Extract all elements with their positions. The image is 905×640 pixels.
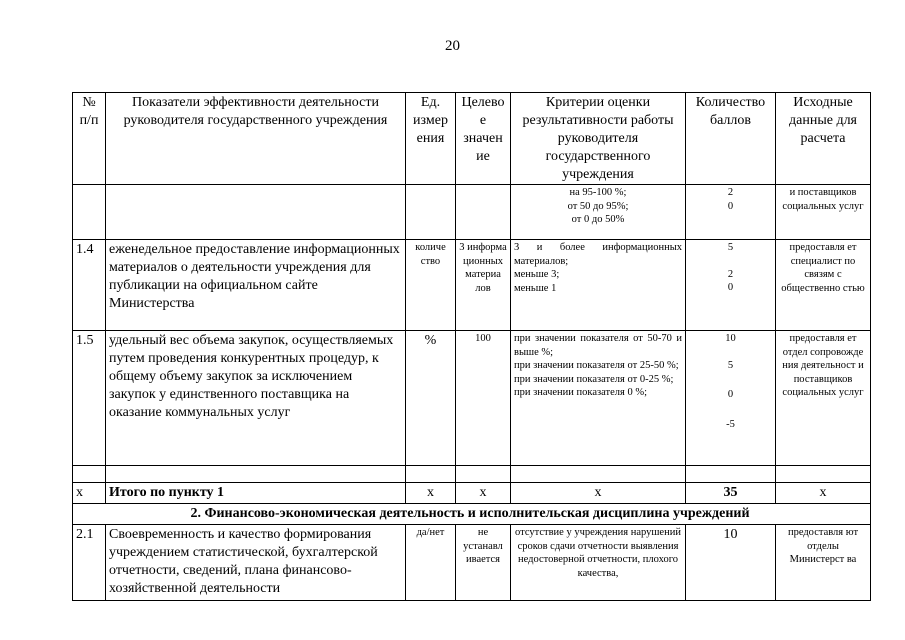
source-cell: предоставля ет специалист по связям с общественно стью <box>776 240 871 331</box>
points-cell: 10 5 0 -5 <box>686 331 776 466</box>
header-source: Исходные данные для расчета <box>776 93 871 185</box>
row-number: 1.5 <box>73 331 106 466</box>
section-2-header-row <box>73 504 871 525</box>
row-number: 2.1 <box>73 525 106 601</box>
page-number: 20 <box>445 38 460 54</box>
unit-cell: количе ство <box>406 240 456 331</box>
total-source: x <box>776 483 871 504</box>
criteria-cell: отсутствие у учреждения нарушений сроков сдачи отчетности выявления недостоверной отчетности, плохого качества, <box>511 525 686 601</box>
total-label: Итого по пункту 1 <box>106 483 406 504</box>
total-points: 35 <box>686 483 776 504</box>
table-row-empty <box>73 466 871 483</box>
points-cell: 10 <box>686 525 776 601</box>
table-row-1-4 <box>73 240 871 331</box>
source-cell: предоставля ет отдел сопровожде ния деятельност и поставщиков социальных услуг <box>776 331 871 466</box>
target-cell: 3 информа ционных материа лов <box>456 240 511 331</box>
table-header-row <box>73 93 871 185</box>
total-unit: x <box>406 483 456 504</box>
section-title: 2. Финансово-экономическая деятельность и исполнительская дисциплина учреждений <box>73 504 871 525</box>
header-unit: Ед. измер ения <box>406 93 456 185</box>
total-criteria: x <box>511 483 686 504</box>
header-target: Целево е значен ие <box>456 93 511 185</box>
criteria-cell: при значении показателя от 50-70 и выше %; при значении показателя от 25-50 %; при значении показателя от 0-25 %; при значении показателя 0 %; <box>511 331 686 466</box>
total-no: x <box>73 483 106 504</box>
header-points: Количество баллов <box>686 93 776 185</box>
table-row-2-1 <box>73 525 871 601</box>
points-cell: 5 2 0 <box>686 240 776 331</box>
criteria-cell: 3 и более информационных материалов; меньше 3; меньше 1 <box>511 240 686 331</box>
total-target: x <box>456 483 511 504</box>
source-cell: и поставщиков социальных услуг <box>776 185 871 240</box>
criteria-cell: на 95-100 %; от 50 до 95%; от 0 до 50% <box>511 185 686 240</box>
unit-cell: да/нет <box>406 525 456 601</box>
row-number: 1.4 <box>73 240 106 331</box>
unit-cell: % <box>406 331 456 466</box>
points-cell: 2 0 <box>686 185 776 240</box>
indicator-cell: Своевременность и качество формирования учреждением статистической, бухгалтерской отчетности, сведений, плана финансово-хозяйственной деятельности <box>106 525 406 601</box>
table-row-1-5 <box>73 331 871 466</box>
indicators-table <box>72 92 871 601</box>
indicator-cell: еженедельное предоставление информационных материалов о деятельности учреждения для публикации на официальном сайте Министерства <box>106 240 406 331</box>
table-row-continuation <box>73 185 871 240</box>
header-criteria: Критерии оценки результативности работы руководителя государственного учреждения <box>511 93 686 185</box>
table-row-total <box>73 483 871 504</box>
header-indicator: Показатели эффективности деятельности руководителя государственного учреждения <box>106 93 406 185</box>
indicator-cell: удельный вес объема закупок, осуществляемых путем проведения конкурентных процедур, к общему объему закупок за исключением закупок у единственного поставщика на оказание коммунальных услуг <box>106 331 406 466</box>
header-no: № п/п <box>73 93 106 185</box>
target-cell: не устанавл ивается <box>456 525 511 601</box>
target-cell: 100 <box>456 331 511 466</box>
source-cell: предоставля ют отделы Министерст ва <box>776 525 871 601</box>
